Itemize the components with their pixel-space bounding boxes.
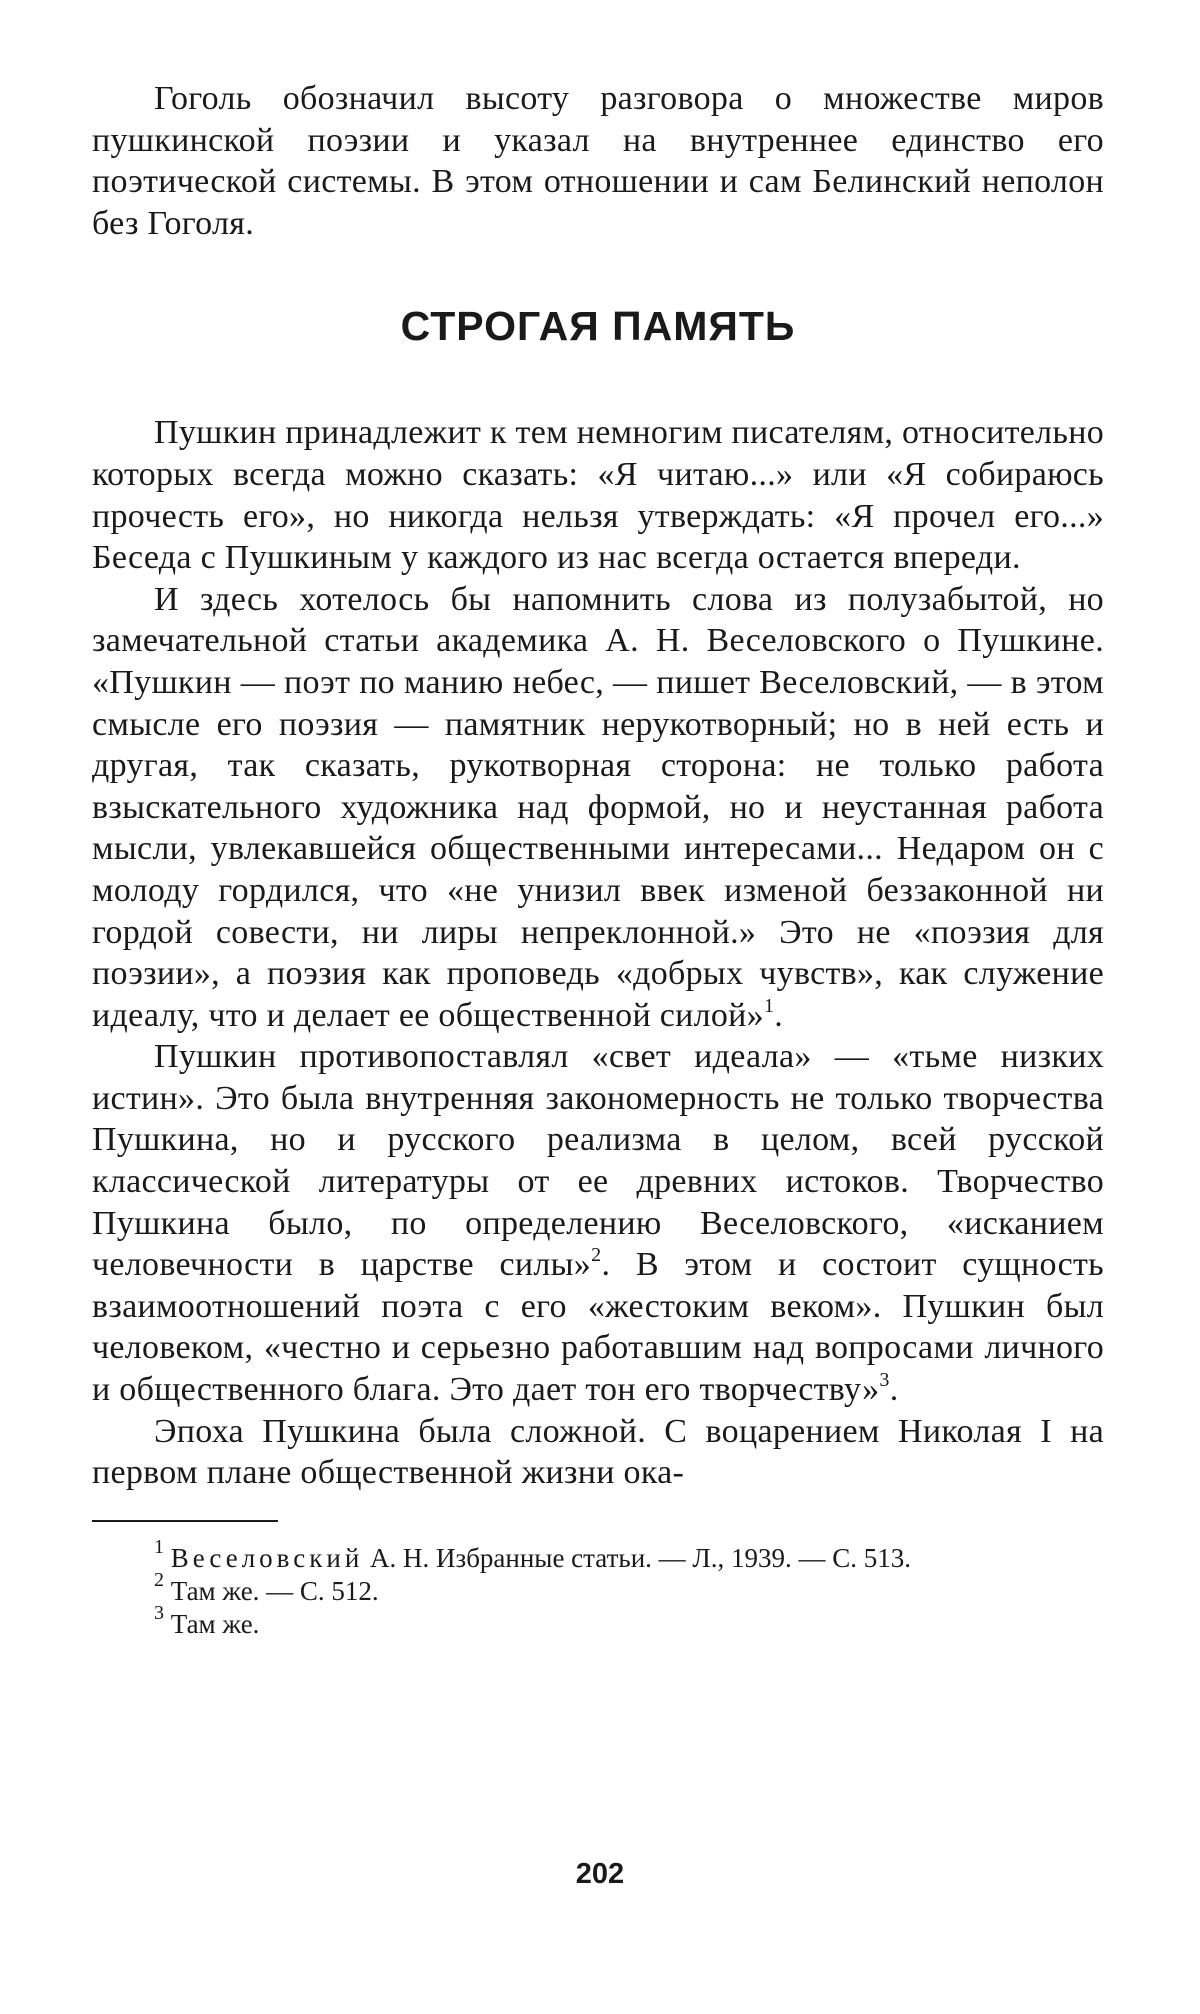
paragraph-2-text: И здесь хотелось бы напомнить слова из полузабытой, но замечательной статьи академика А. Н. Веселовского о Пушкине. «Пушкин — поэт по манию небес, — пишет Веселовский, — в этом смысле его поэзия — памятник нерукотворный; но в ней есть и другая, так сказать, рукотворная сторона: не только работа взыскательного художника над формой, но и неустанная работа мысли, увлекавшейся общественными интересами... Недаром он с молоду гордился, что «не унизил ввек изменой беззаконной ни гордой совести, ни лиры непреклонной.» Это не «поэзия для поэзии», а поэзия как проповедь «добрых чувств», как служение идеалу, что и делает ее общественной силой»	[92, 580, 1104, 1034]
paragraph-3	[92, 1036, 1104, 1410]
footnote-1	[92, 1535, 1104, 1575]
paragraph-1: Пушкин принадлежит к тем немногим писателям, относительно которых всегда можно сказать: «Я читаю...» или «Я собираюсь прочесть его», но никогда нельзя утверждать: «Я прочел его...» Беседа с Пушкиным у каждого из нас всегда остается впереди.	[92, 414, 1104, 577]
footnote-1-number: 1	[154, 1535, 164, 1558]
paragraph-3-part-b: . В этом и состоит сущность взаимоотношений поэта с его «жестоким веком». Пушкин был человеком, «честно и серьезно работавшим над вопросами личного и общественного блага. Это дает тон его творчеству»	[92, 1246, 1104, 1409]
paragraph-3-part-a: Пушкин противопоставлял «свет идеала» — «тьме низких истин». Это была внутренняя закономерность не только творчества Пушкина, но и русского реализма в целом, всей русской классической литературы от ее древних истоков. Творчество Пушкина было, по определению Веселовского, «исканием человечности в царстве силы»	[92, 1038, 1104, 1284]
footnote-1-author: Веселовский	[170, 1542, 364, 1573]
page-number: 202	[575, 1858, 625, 1890]
paragraph-2-end: .	[774, 996, 784, 1034]
paragraph-3-end: .	[889, 1371, 899, 1409]
footnote-2-number: 2	[154, 1568, 164, 1591]
paragraph-2	[92, 579, 1104, 1037]
footnote-divider	[92, 1520, 278, 1522]
footnote-3-text: Там же.	[164, 1608, 260, 1639]
footnote-1-text: А. Н. Избранные статьи. — Л., 1939. — С. 513.	[363, 1542, 911, 1573]
footnote-ref-1[interactable]: 1	[763, 994, 775, 1017]
footnote-2	[92, 1568, 1104, 1608]
section-title: СТРОГАЯ ПАМЯТЬ	[400, 303, 796, 350]
intro-paragraph: Гоголь обозначил высоту разговора о множестве миров пушкинской поэзии и указал на внутреннее единство его поэтической системы. В этом отношении и сам Белинский неполон без Гоголя.	[92, 80, 1104, 242]
footnote-3-number: 3	[154, 1601, 164, 1624]
footnote-ref-2[interactable]: 2	[591, 1244, 602, 1267]
footnote-2-text: Там же. — С. 512.	[164, 1575, 379, 1606]
page-content	[92, 78, 1104, 1641]
paragraph-4: Эпоха Пушкина была сложной. С воцарением Николая I на первом плане общественной жизни ока-	[92, 1412, 1104, 1492]
footnote-ref-3[interactable]: 3	[879, 1369, 890, 1392]
footnote-3	[92, 1601, 1104, 1641]
